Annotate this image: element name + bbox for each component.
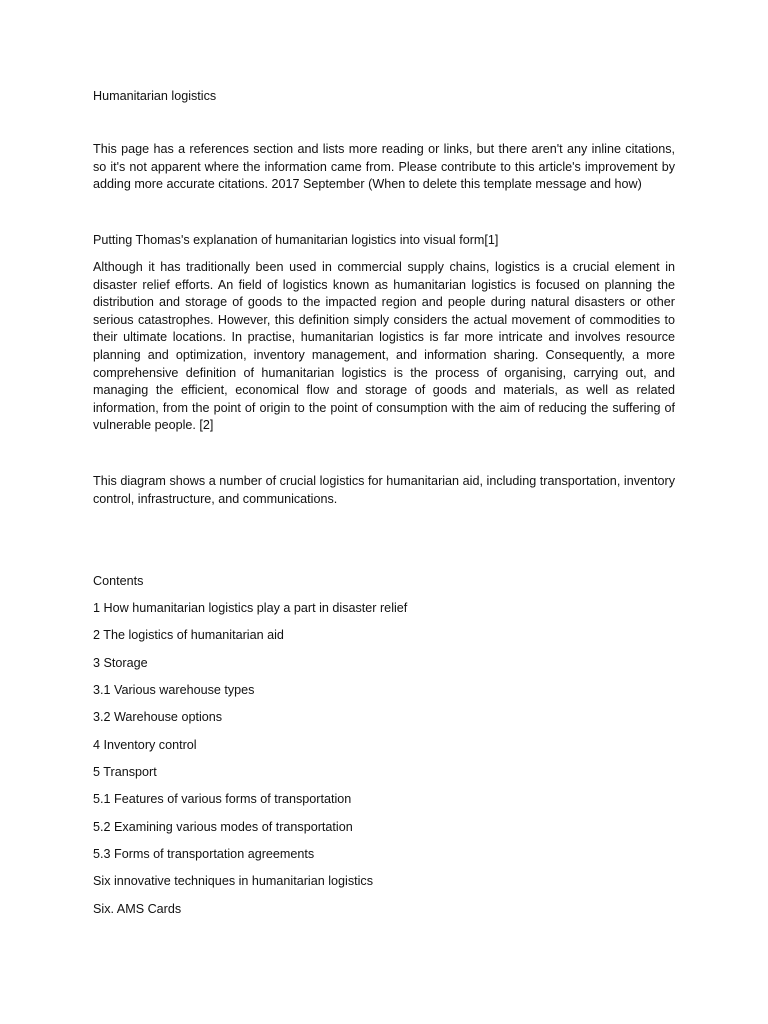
contents-item[interactable]: 2 The logistics of humanitarian aid: [93, 628, 284, 642]
contents-item[interactable]: 5 Transport: [93, 765, 157, 779]
diagram-paragraph: This diagram shows a number of crucial logistics for humanitarian aid, including transportation, inventory control, infrastructure, and communications.: [93, 474, 675, 506]
citation-notice: This page has a references section and lists more reading or links, but there aren't any inline citations, so it's not apparent where the information came from. Please contribute to this article's improvement by adding more accurate citations. 2017 September (When to delete this template message and how): [93, 142, 675, 192]
contents-item[interactable]: 1 How humanitarian logistics play a part in disaster relief: [93, 601, 408, 615]
document-title: Humanitarian logistics: [93, 89, 217, 103]
body-paragraph: Although it has traditionally been used in commercial supply chains, logistics is a crucial element in disaster relief efforts. An field of logistics known as humanitarian logistics is focused on planning the distribution and storage of goods to the impacted region and people during natural disasters or other serious catastrophes. However, this definition simply considers the actual movement of commodities to their ultimate locations. In practise, humanitarian logistics is far more intricate and involves resource planning and optimization, inventory management, and information sharing. Consequently, a more comprehensive definition of humanitarian logistics is the process of organising, carrying out, and managing the efficient, economical flow and storage of goods and materials, as well as related information, from the point of origin to the point of consumption with the aim of reducing the suffering of vulnerable people. [2]: [93, 260, 675, 433]
contents-item[interactable]: 4 Inventory control: [93, 738, 197, 752]
contents-item[interactable]: 5.2 Examining various modes of transportation: [93, 820, 353, 834]
contents-heading: Contents: [93, 574, 144, 588]
contents-item[interactable]: 3 Storage: [93, 656, 148, 670]
contents-item[interactable]: 5.3 Forms of transportation agreements: [93, 847, 315, 861]
contents-item[interactable]: 3.2 Warehouse options: [93, 710, 223, 724]
figure-caption: Putting Thomas's explanation of humanitarian logistics into visual form[1]: [93, 233, 499, 247]
contents-item[interactable]: 5.1 Features of various forms of transportation: [93, 792, 352, 806]
contents-item[interactable]: Six. AMS Cards: [93, 902, 182, 916]
contents-item[interactable]: 3.1 Various warehouse types: [93, 683, 255, 697]
contents-item[interactable]: Six innovative techniques in humanitarian logistics: [93, 874, 374, 888]
